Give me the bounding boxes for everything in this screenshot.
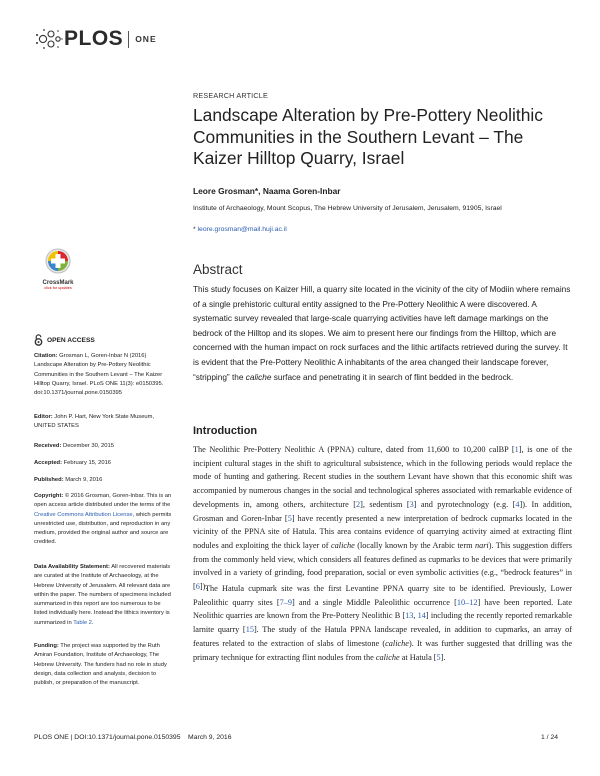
- introduction-paragraph-1: [193, 443, 572, 594]
- abstract-heading: Abstract: [193, 262, 243, 277]
- paragraph-text: ). It was further suggested that drilling was the primary technique for extracting flint nodules from the: [193, 638, 573, 662]
- paragraph-text: at Hatula [: [399, 652, 437, 662]
- reference-link[interactable]: 14: [417, 611, 426, 621]
- paragraph-text: ]. The study of the Hatula PPNA landscape revealed, in addition to cupmarks, an array of features related to the extraction of slabs of limestone (: [193, 625, 572, 648]
- italic-term: caliche: [385, 638, 409, 648]
- page-number: 1 / 24: [541, 734, 559, 741]
- funding-label: Funding:: [34, 643, 59, 649]
- corresponding-email[interactable]: [193, 226, 287, 233]
- open-access-badge: [34, 334, 95, 346]
- published-text: March 9, 2016: [63, 477, 103, 483]
- received-block: [34, 442, 174, 451]
- crossmark-icon: [45, 248, 71, 274]
- reference-link[interactable]: 4: [515, 499, 520, 509]
- reference-link[interactable]: 1: [514, 445, 519, 454]
- copyright-text-1: © 2016 Grosman, Goren-Inbar. This is an open access article distributed under the terms of the: [34, 493, 172, 509]
- plos-dots-icon: [34, 26, 64, 52]
- data-availability-block: [34, 563, 174, 628]
- paragraph-text: ], is one of the incipient cultural stages in the shift to agricultural subsistence, which in the following periods would replace the mode of hunting and gathering. Recent studies in the southern Levant have shown that this economic shift was accompanied by numerous changes in the social and technological spheres associated with remarkable evidence of developments in, among others, architecture [: [193, 445, 572, 509]
- copyright-text-2: , which permits unrestricted use, distribution, and reproduction in any medium, provided the original author and source are credited.: [34, 511, 172, 546]
- copyright-block: [34, 492, 174, 548]
- crossmark-label: CrossMark: [42, 280, 74, 286]
- license-link[interactable]: Creative Commons Attribution License: [34, 511, 133, 518]
- published-label: Published:: [34, 477, 64, 483]
- plos-logo[interactable]: [34, 26, 157, 52]
- article-type: RESEARCH ARTICLE: [193, 91, 268, 100]
- reference-link[interactable]: 2: [355, 499, 361, 509]
- paragraph-text: ] including the recently reported remarkable larnite quarry [: [193, 611, 572, 635]
- crossmark-badge[interactable]: [38, 248, 78, 290]
- published-block: [34, 476, 174, 485]
- introduction-paragraph-2: [193, 582, 572, 664]
- paragraph-text: ] have recently presented a new interpretation of bedrock cupmarks located in the vicinity of the PPNA site of Hatula. This area contains evidence of quarrying activity aimed at extracting flint nodules and exploiting the thick layer of: [193, 513, 572, 550]
- received-text: December 30, 2015: [61, 443, 114, 449]
- paragraph-text: The Neolithic Pre-Pottery Neolithic A (PPNA) culture, dated from 11,600 to 10,200 calBP [: [193, 445, 515, 454]
- open-lock-icon: [34, 334, 43, 346]
- accepted-block: [34, 459, 174, 468]
- data-availability-text-2: .: [91, 619, 94, 626]
- open-access-label: OPEN ACCESS: [47, 336, 95, 344]
- paragraph-text: ] have been reported. Late Neolithic quarries are known from the Pre-Pottery Neolithic B [: [193, 597, 572, 621]
- paragraph-text: (locally known by the Arabic term: [354, 540, 475, 550]
- journal-name: ONE: [135, 34, 157, 44]
- paragraph-text: ]). In addition, Grosman and Goren-Inbar [: [193, 499, 572, 523]
- citation-label: Citation:: [34, 353, 58, 359]
- affiliation: Institute of Archaeology, Mount Scopus, The Hebrew University of Jerusalem, Jerusalem, 91905, Israel: [193, 205, 502, 212]
- abstract-text: [193, 283, 571, 385]
- reference-link[interactable]: 15: [245, 625, 254, 635]
- abstract-text-part-1: This study focuses on Kaizer Hill, a quarry site located in the vicinity of the city of Modiin where remains of a single prehistoric cultural entity assigned to the Pre-Pottery Neolithic A were discovered. A systematic survey revealed that large-scale quarrying activities have left damage markings on the bedrock of the Hilltop and its slopes. We aim to present here our findings from the Hilltop, which are concerned with the human impact on rock surfaces and the lithic artifacts retrieved during the survey. It is evident that the Pre-Pottery Neolithic A inhabitants of the area changed their landscape forever, “stripping” the: [193, 285, 571, 382]
- reference-link[interactable]: 5: [436, 652, 441, 662]
- paragraph-text: The Hatula cupmark site was the first Levantine PPNA quarry site to be identified. Previously, Lower Paleolithic quarry sites [: [193, 584, 572, 607]
- italic-term: caliche: [375, 652, 400, 662]
- introduction-heading: Introduction: [193, 425, 258, 437]
- reference-link[interactable]: 7–9: [279, 597, 292, 607]
- citation-block: [34, 352, 174, 398]
- abstract-italic-term: caliche: [245, 372, 272, 382]
- article-title: Landscape Alteration by Pre-Pottery Neolithic Communities in the Southern Levant – The Kaizer Hilltop Quarry, Israel: [193, 105, 543, 168]
- editor-text: John P. Hart, New York State Museum, UNITED STATES: [34, 414, 155, 430]
- paragraph-text: ].: [440, 652, 446, 662]
- authors: Leore Grosman*, Naama Goren-Inbar: [193, 186, 341, 196]
- copyright-label: Copyright:: [34, 493, 64, 499]
- reference-link[interactable]: 6: [195, 582, 200, 592]
- paragraph-text: ,: [413, 611, 418, 621]
- editor-block: [34, 413, 174, 432]
- paragraph-text: ). This suggestion differs from the commonly held view, which considers all features defined as cupmarks to be devices that were primarily involved in a variety of grinding, food preparation, social or even symbolic activities (e.g., “bedrock features” in [: [193, 540, 572, 592]
- paragraph-text: ] and a single Middle Paleolithic occurrence [: [291, 597, 457, 607]
- accepted-label: Accepted:: [34, 460, 63, 466]
- logo-divider: [128, 31, 129, 48]
- citation-text: Grosman L, Goren-Inbar N (2016) Landscape Alteration by Pre-Pottery Neolithic Communities in the Southern Levant – The Kaizer Hilltop Quarry, Israel. PLoS ONE 11(3): e0150395. doi:10.1371/journal.pone.0150395: [34, 353, 164, 397]
- reference-link[interactable]: 13: [405, 611, 414, 621]
- table-2-link[interactable]: Table 2: [73, 619, 92, 626]
- italic-term: caliche: [330, 540, 355, 550]
- reference-link[interactable]: 3: [409, 499, 414, 509]
- paragraph-text: ]).: [199, 582, 208, 592]
- data-availability-label: Data Availability Statement:: [34, 564, 110, 570]
- received-label: Received:: [34, 443, 62, 449]
- funding-block: [34, 642, 174, 688]
- reference-link[interactable]: 10–12: [456, 597, 478, 607]
- email-star: *: [193, 226, 196, 233]
- italic-term: nari: [474, 540, 489, 550]
- accepted-text: February 15, 2016: [62, 460, 112, 466]
- paragraph-text: ], sedentism [: [360, 499, 410, 509]
- data-availability-text-1: All recovered materials are curated at the Institute of Archaeology, at the Hebrew University of Jerusalem. All relevant data are within the paper. The numbers of specimens included summarized in this report are too numerous to be listed individually here. Instead the lithics inventory is summarized in: [34, 564, 171, 626]
- email-link[interactable]: leore.grosman@mail.huji.ac.il: [197, 226, 287, 233]
- footer-citation: PLOS ONE | DOI:10.1371/journal.pone.0150395 March 9, 2016: [34, 734, 232, 741]
- funding-text: The project was supported by the Ruth Amiran Foundation, Institute of Archaeology, The Hebrew University. The funders had no role in study design, data collection and analysis, decision to publish, or preparation of the manuscript.: [34, 643, 167, 687]
- crossmark-sub: click for updates: [44, 286, 72, 290]
- logo-text: PLOS: [64, 27, 124, 50]
- abstract-text-part-2: surface and penetrating it in search of flint bedded in the bedrock.: [271, 372, 514, 382]
- reference-link[interactable]: 5: [287, 513, 292, 523]
- paragraph-text: ] and pyrotechnology (e.g. [: [413, 499, 516, 509]
- editor-label: Editor:: [34, 414, 53, 420]
